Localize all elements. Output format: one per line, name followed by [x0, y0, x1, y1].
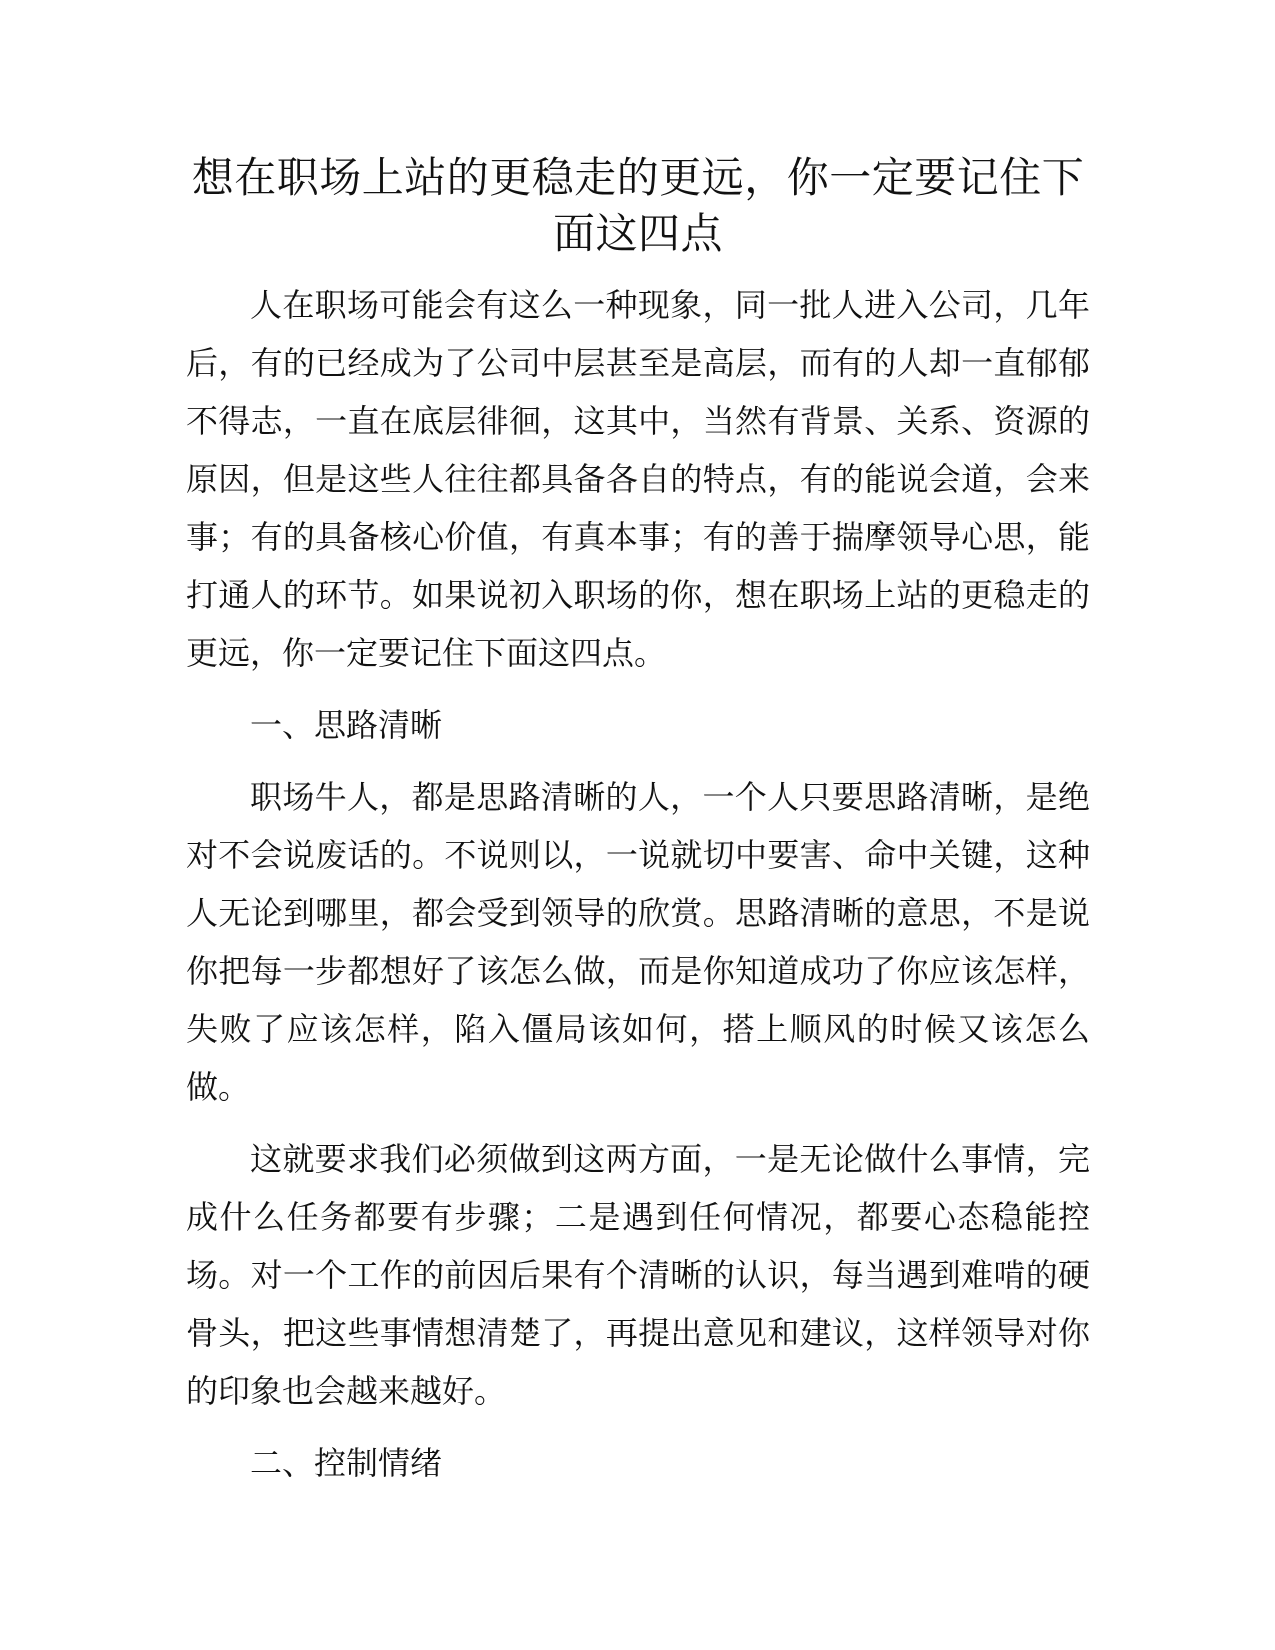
- paragraph-intro: 人在职场可能会有这么一种现象，同一批人进入公司，几年后，有的已经成为了公司中层甚至是高层，而有的人却一直郁郁不得志，一直在底层徘徊，这其中，当然有背景、关系、资源的原因，但是这些人往往都具备各自的特点，有的能说会道，会来事；有的具备核心价值，有真本事；有的善于揣摩领导心思，能打通人的环节。如果说初入职场的你，想在职场上站的更稳走的更远，你一定要记住下面这四点。: [186, 286, 1090, 672]
- document-title: 想在职场上站的更稳走的更远，你一定要记住下面这四点: [191, 153, 1085, 258]
- document-page: [186, 150, 1090, 1506]
- section-heading-1: 一、思路清晰: [250, 706, 443, 744]
- section-heading-2: 二、控制情绪: [250, 1444, 443, 1482]
- paragraph-section1-a: 职场牛人，都是思路清晰的人，一个人只要思路清晰，是绝对不会说废话的。不说则以，一说就切中要害、命中关键，这种人无论到哪里，都会受到领导的欣赏。思路清晰的意思，不是说你把每一步都想好了该怎么做，而是你知道成功了你应该怎样，失败了应该怎样，陷入僵局该如何，搭上顺风的时候又该怎么做。: [186, 778, 1090, 1106]
- paragraph-section1-b: 这就要求我们必须做到这两方面，一是无论做什么事情，完成什么任务都要有步骤；二是遇到任何情况，都要心态稳能控场。对一个工作的前因后果有个清晰的认识，每当遇到难啃的硬骨头，把这些事情想清楚了，再提出意见和建议，这样领导对你的印象也会越来越好。: [186, 1140, 1090, 1410]
